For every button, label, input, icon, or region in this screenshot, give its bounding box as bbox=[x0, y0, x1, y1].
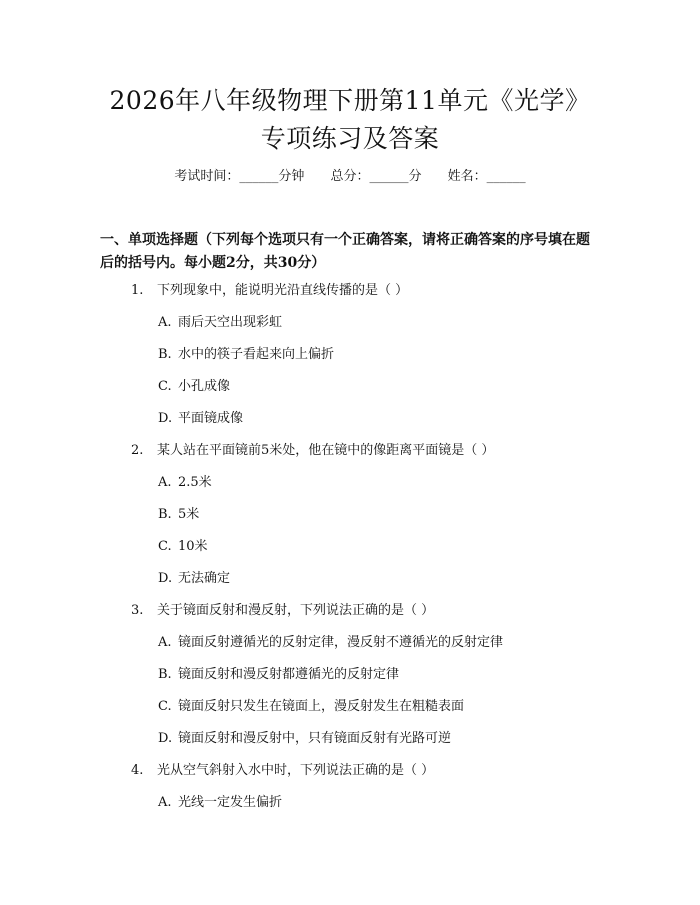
option-item bbox=[158, 346, 334, 364]
option-text: 镜面反射只发生在镜面上，漫反射发生在粗糙表面 bbox=[178, 699, 465, 714]
name-field: 姓名：______ bbox=[447, 169, 526, 184]
option-letter: A. bbox=[158, 635, 172, 650]
option-letter: C. bbox=[158, 539, 172, 554]
option-item bbox=[158, 410, 243, 428]
question-text: 下列现象中，能说明光沿直线传播的是（ ） bbox=[157, 283, 409, 298]
option-text: 镜面反射遵循光的反射定律，漫反射不遵循光的反射定律 bbox=[178, 635, 504, 650]
option-text: 无法确定 bbox=[178, 571, 231, 586]
question-number: 4. bbox=[131, 763, 144, 778]
option-letter: D. bbox=[158, 411, 173, 426]
question-stem bbox=[131, 762, 434, 780]
option-text: 水中的筷子看起来向上偏折 bbox=[178, 347, 335, 362]
option-item bbox=[158, 570, 230, 588]
option-item bbox=[158, 730, 451, 748]
question-text: 某人站在平面镜前5米处，他在镜中的像距离平面镜是（ ） bbox=[157, 443, 495, 458]
option-item bbox=[158, 634, 503, 652]
option-letter: B. bbox=[158, 347, 172, 362]
option-item bbox=[158, 794, 282, 812]
question-stem bbox=[131, 442, 494, 460]
option-letter: A. bbox=[158, 475, 172, 490]
question-text: 关于镜面反射和漫反射，下列说法正确的是（ ） bbox=[157, 603, 435, 618]
question-number: 1. bbox=[131, 283, 144, 298]
question-stem bbox=[131, 602, 434, 620]
option-item bbox=[158, 538, 208, 556]
option-letter: B. bbox=[158, 507, 172, 522]
option-item bbox=[158, 378, 230, 396]
question-number: 2. bbox=[131, 443, 144, 458]
option-text: 镜面反射和漫反射都遵循光的反射定律 bbox=[178, 667, 400, 682]
question-number: 3. bbox=[131, 603, 144, 618]
option-letter: D. bbox=[158, 731, 173, 746]
option-letter: A. bbox=[158, 795, 172, 810]
option-text: 平面镜成像 bbox=[178, 411, 244, 426]
option-item bbox=[158, 698, 464, 716]
option-item bbox=[158, 506, 199, 524]
option-letter: D. bbox=[158, 571, 173, 586]
question-text: 光从空气斜射入水中时，下列说法正确的是（ ） bbox=[157, 763, 435, 778]
option-letter: A. bbox=[158, 315, 172, 330]
option-text: 5米 bbox=[178, 507, 200, 522]
option-letter: B. bbox=[158, 667, 172, 682]
option-text: 2.5米 bbox=[178, 475, 212, 490]
option-text: 光线一定发生偏折 bbox=[178, 795, 283, 810]
option-text: 镜面反射和漫反射中，只有镜面反射有光路可逆 bbox=[178, 731, 452, 746]
section-heading-single-choice: 一、单项选择题（下列每个选项只有一个正确答案，请将正确答案的序号填在题后的括号内。每小题2分，共30分） bbox=[100, 232, 590, 271]
exam-time-field: 考试时间：______分钟 bbox=[174, 169, 305, 184]
question-stem bbox=[131, 282, 408, 300]
option-item bbox=[158, 314, 282, 332]
option-text: 10米 bbox=[178, 539, 208, 554]
option-text: 雨后天空出现彩虹 bbox=[178, 315, 283, 330]
title-line-2: 专项练习及答案 bbox=[260, 124, 440, 153]
title-line-1: 2026年八年级物理下册第11单元《光学》 bbox=[109, 86, 591, 115]
option-text: 小孔成像 bbox=[178, 379, 231, 394]
option-item bbox=[158, 474, 212, 492]
total-score-field: 总分：______分 bbox=[330, 169, 422, 184]
option-letter: C. bbox=[158, 699, 172, 714]
option-item bbox=[158, 666, 399, 684]
option-letter: C. bbox=[158, 379, 172, 394]
